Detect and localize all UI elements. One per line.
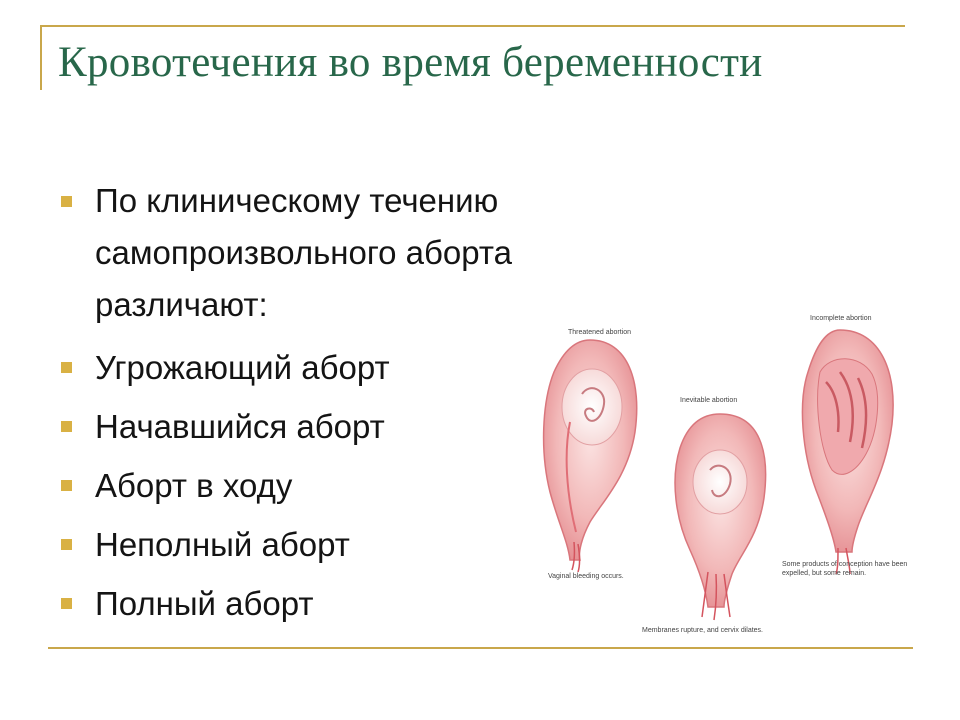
uterus-inevitable	[675, 414, 766, 620]
bullet-marker	[61, 362, 72, 373]
bullet-item-intro	[58, 175, 512, 331]
bullet-marker	[61, 196, 72, 207]
abortion-stages-illustration	[520, 302, 920, 647]
bullet-marker	[61, 539, 72, 550]
uterus-incomplete	[802, 330, 893, 574]
left-rule	[40, 25, 42, 90]
caption-incomplete-line-1: Some products of conception have been	[782, 561, 908, 568]
bullet-text: Полный аборт	[95, 585, 314, 622]
bottom-rule	[48, 647, 913, 649]
bullet-text: Аборт в ходу	[95, 467, 293, 504]
bullet-text: Неполный аборт	[95, 526, 350, 563]
caption-membranes: Membranes rupture, and cervix dilates.	[642, 627, 763, 634]
bullet-list	[58, 175, 512, 630]
bullet-item-incipient	[58, 400, 512, 453]
bullet-item-in-progress	[58, 459, 512, 512]
bullet-text-line: различают:	[95, 286, 268, 323]
label-incomplete: Incomplete abortion	[810, 315, 872, 322]
label-inevitable: Inevitable abortion	[680, 397, 738, 404]
top-rule	[40, 25, 905, 27]
caption-bleeding: Vaginal bleeding occurs.	[548, 573, 624, 580]
uterus-threatened	[544, 340, 637, 572]
bullet-marker	[61, 421, 72, 432]
bullet-text: Начавшийся аборт	[95, 408, 385, 445]
caption-incomplete-line-2: expelled, but some remain.	[782, 570, 867, 577]
bullet-text-line: По клиническому течению	[95, 182, 499, 219]
bullet-item-incomplete	[58, 518, 512, 571]
bullet-marker	[61, 598, 72, 609]
bullet-item-complete	[58, 577, 512, 630]
bullet-text-line: самопроизвольного аборта	[95, 234, 513, 271]
bullet-text: Угрожающий аборт	[95, 349, 390, 386]
label-threatened: Threatened abortion	[568, 329, 632, 336]
bullet-item-threatened	[58, 341, 512, 394]
bullet-marker	[61, 480, 72, 491]
slide-title: Кровотечения во время беременности	[58, 39, 763, 86]
